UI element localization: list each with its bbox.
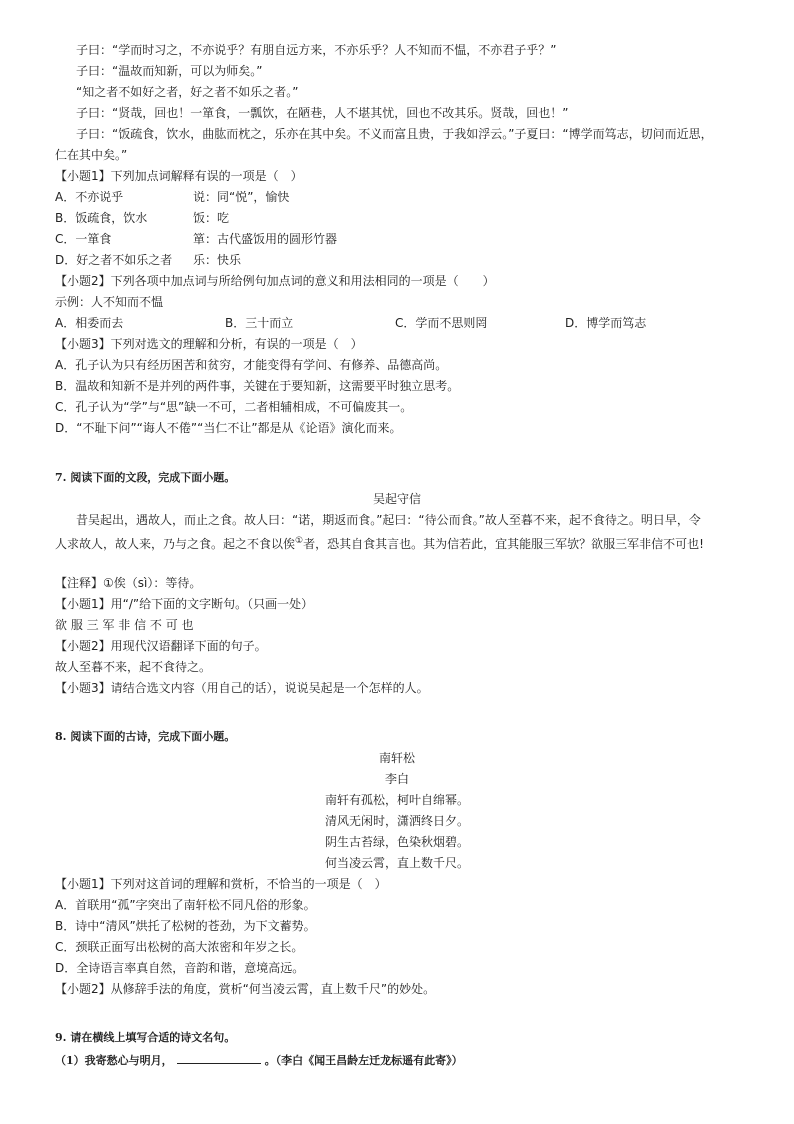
passage-line: 昔吴起出，遇故人，而止之食。故人曰：“诺，期返而食。”起曰：“待公而食。”故人至暮不来，起不食待之。明日早，令 bbox=[76, 513, 701, 527]
option-d: D．博学而笃志 bbox=[565, 316, 647, 330]
answer-blank[interactable] bbox=[177, 1051, 261, 1064]
subquestion-stem: 【小题2】用现代汉语翻译下面的句子。 bbox=[55, 639, 267, 653]
option-row bbox=[55, 189, 123, 205]
option-a: A．首联用“孤”字突出了南轩松不同凡俗的形象。 bbox=[55, 898, 316, 912]
passage-text: 者，恐其自食其言也。其为信若此，宜其能服三军欤？欲服三军非信不可也! bbox=[303, 537, 704, 551]
option-gloss: 饭：吃 bbox=[193, 211, 230, 225]
question-header: 8. 阅读下面的古诗，完成下面小题。 bbox=[55, 730, 236, 743]
passage-line: 仁在其中矣。” bbox=[55, 148, 128, 162]
option-gloss: 乐：快乐 bbox=[193, 253, 242, 267]
option-d: D．全诗语言率真自然，音韵和谐，意境高远。 bbox=[55, 961, 305, 975]
footnote-marker: ① bbox=[295, 536, 304, 546]
option-b: B．温故和知新不是并列的两件事，关键在于要知新，这需要平时独立思考。 bbox=[55, 379, 460, 393]
subquestion-stem: 【小题2】从修辞手法的角度，赏析“何当凌云霄，直上数千尺”的妙处。 bbox=[55, 982, 436, 996]
fill-in-prefix: （1）我寄愁心与明月， bbox=[55, 1054, 173, 1067]
option-a: A．相委而去 bbox=[55, 316, 124, 330]
passage-line: 子曰：“饭疏食，饮水，曲肱而枕之，乐亦在其中矣。不义而富且贵，于我如浮云。”子夏曰：“博学而笃志，切问而近思， bbox=[76, 127, 713, 141]
option-row bbox=[55, 210, 147, 226]
option-c: C．学而不思则罔 bbox=[395, 316, 488, 330]
poem-title: 南轩松 bbox=[378, 751, 415, 765]
annotation-note: 【注释】①俟（sì）：等待。 bbox=[55, 576, 202, 590]
passage-text: 人求故人，故人来，乃与之食。起之不食以俟 bbox=[55, 537, 296, 551]
poem-line: 阴生古苔绿，色染秋烟碧。 bbox=[324, 835, 469, 849]
poem-line: 何当凌云霄，直上数千尺。 bbox=[324, 856, 469, 870]
subquestion-text: 欲 服 三 军 非 信 不 可 也 bbox=[55, 618, 194, 632]
subquestion-stem: 【小题1】下列加点词解释有误的一项是（ ） bbox=[55, 169, 303, 183]
option-c: C．颈联正面写出松树的高大浓密和年岁之长。 bbox=[55, 940, 304, 954]
poem-line: 南轩有孤松，柯叶自绵幂。 bbox=[324, 793, 469, 807]
option-label: A．不亦说乎 bbox=[55, 190, 124, 204]
passage-line: “知之者不如好之者，好之者不如乐之者。” bbox=[76, 85, 299, 99]
subquestion-stem: 【小题1】下列对这首词的理解和赏析，不恰当的一项是（ ） bbox=[55, 877, 387, 891]
option-b: B．三十而立 bbox=[225, 316, 294, 330]
passage-line bbox=[55, 533, 704, 552]
option-label: B．饭疏食，饮水 bbox=[55, 211, 148, 225]
subquestion-stem: 【小题3】请结合选文内容（用自己的话），说说吴起是一个怎样的人。 bbox=[55, 681, 429, 695]
passage-line: 子曰：“贤哉，回也！一箪食，一瓢饮，在陋巷，人不堪其忧，回也不改其乐。贤哉，回也！” bbox=[76, 106, 569, 120]
passage-line: 子曰：“温故而知新，可以为师矣。” bbox=[76, 64, 263, 78]
poem-line: 清风无闲时，潇洒终日夕。 bbox=[324, 814, 469, 828]
question-header: 7. 阅读下面的文段，完成下面小题。 bbox=[55, 471, 236, 484]
passage-line: 子曰：“学而时习之，不亦说乎？有朋自远方来，不亦乐乎？人不知而不愠，不亦君子乎？” bbox=[76, 43, 557, 57]
option-label: D．好之者不如乐之者 bbox=[55, 253, 173, 267]
poem-author: 李白 bbox=[384, 772, 409, 786]
subquestion-stem: 【小题2】下列各项中加点词与所给例句加点词的意义和用法相同的一项是（ ） bbox=[55, 274, 495, 288]
question-header: 9. 请在横线上填写合适的诗文名句。 bbox=[55, 1031, 236, 1044]
passage-title: 吴起守信 bbox=[372, 492, 421, 506]
option-d: D．“不耻下问”“诲人不倦”“当仁不让”都是从《论语》演化而来。 bbox=[55, 421, 402, 435]
option-gloss: 说：同“悦”，愉快 bbox=[193, 190, 290, 204]
fill-in-item bbox=[55, 1051, 463, 1069]
example-sentence: 示例：人不知而不愠 bbox=[55, 295, 164, 309]
option-row bbox=[55, 252, 172, 268]
option-b: B．诗中“清风”烘托了松树的苍劲，为下文蓄势。 bbox=[55, 919, 316, 933]
option-row bbox=[55, 231, 111, 247]
subquestion-stem: 【小题1】用“/”给下面的文字断句。（只画一处） bbox=[55, 597, 314, 611]
option-label: C．一箪食 bbox=[55, 232, 112, 246]
option-gloss: 箪：古代盛饭用的圆形竹器 bbox=[193, 232, 338, 246]
option-c: C．孔子认为“学”与“思”缺一不可，二者相辅相成，不可偏废其一。 bbox=[55, 400, 413, 414]
fill-in-suffix: 。（李白《闻王昌龄左迁龙标遥有此寄》） bbox=[264, 1054, 463, 1067]
option-a: A．孔子认为只有经历困苦和贫穷，才能变得有学问、有修养、品德高尚。 bbox=[55, 358, 448, 372]
subquestion-stem: 【小题3】下列对选文的理解和分析，有误的一项是（ ） bbox=[55, 337, 363, 351]
subquestion-text: 故人至暮不来，起不食待之。 bbox=[55, 660, 212, 674]
